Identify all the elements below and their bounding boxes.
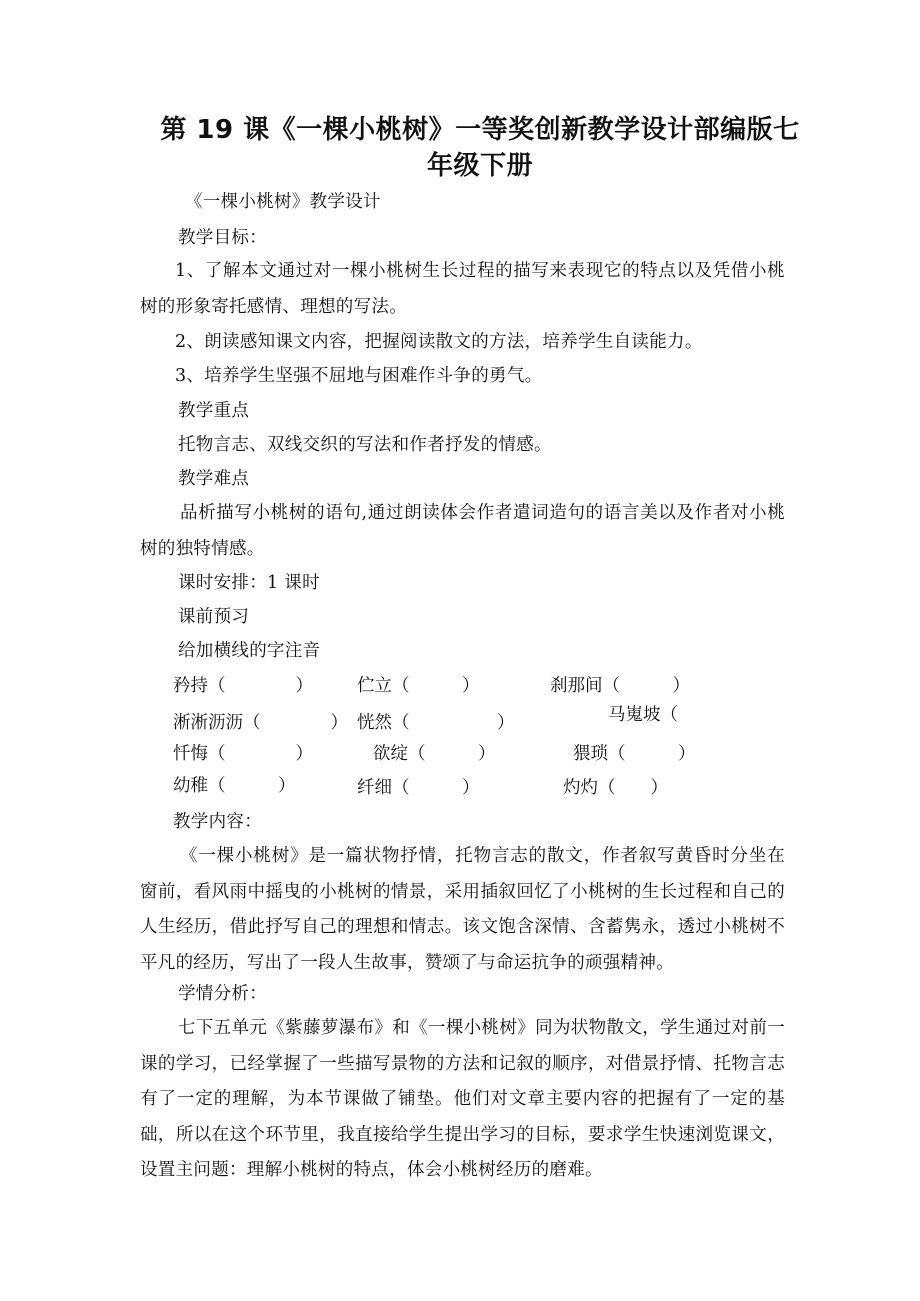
phonetic-task: 给加横线的字注音 (178, 641, 321, 661)
vocab-item: 欲绽（ ） (373, 744, 496, 764)
key-text: 托物言志、双线交织的写法和作者抒发的情感。 (178, 435, 552, 455)
content-text: 《一棵小桃树》是一篇状物抒情，托物言志的散文，作者叙写黄昏时分坐在窗前，看风雨中摇曳的小桃树的情景，采用插叙回忆了小桃树的生长过程和自己的人生经历，借此抒写自己的理想和情志。该文饱含深情、含蓄隽永，透过小桃树不平凡的经历，写出了一段人生故事，赞颂了与命运抗争的顽强精神。 (140, 846, 785, 973)
analysis-text: 七下五单元《紫藤萝瀑布》和《一棵小桃树》同为状物散文，学生通过对前一课的学习，已经掌握了一些描写景物的方法和记叙的顺序，对借景抒情、托物言志有了一定的理解，为本节课做了铺垫。他们对文章主要内容的把握有了一定的基础，所以在这个环节里，我直接给学生提出学习的目标，要求学生快速浏览课文，设置主问题：理解小桃树的特点，体会小桃树经历的磨难。 (140, 1018, 785, 1180)
vocab-item: 猥琐（ ） (573, 744, 696, 764)
key-heading: 教学重点 (178, 401, 250, 421)
objective-3: 3、培养学生坚强不屈地与困难作斗争的勇气。 (175, 366, 543, 386)
vocab-item: 马嵬坡（ (608, 705, 678, 725)
vocab-item: 矜持（ ） (173, 676, 313, 696)
vocab-item: 刹那间（ ） (550, 676, 690, 696)
document-title-line1: 第 19 课《一棵小桃树》一等奖创新教学设计部编版七 (160, 115, 800, 145)
preview-heading: 课前预习 (178, 607, 250, 627)
vocab-item: 纤细（ ） (357, 778, 480, 798)
difficulty-text: 品析描写小桃树的语句,通过朗读体会作者遣词造句的语言美以及作者对小桃树的独特情感。 (140, 503, 785, 559)
vocab-item: 灼灼（ ） (563, 778, 668, 798)
objective-2: 2、朗读感知课文内容，把握阅读散文的方法，培养学生自读能力。 (175, 332, 703, 352)
analysis-heading: 学情分析： (178, 984, 267, 1004)
vocab-item: 恍然（ ） (357, 713, 515, 733)
objective-1: 1、了解本文通过对一棵小桃树生长过程的描写来表现它的特点以及凭借小桃树的形象寄托感情、理想的写法。 (140, 261, 785, 317)
objectives-heading: 教学目标： (178, 228, 267, 248)
content-heading: 教学内容： (173, 812, 262, 832)
vocab-item: 忏悔（ ） (173, 744, 313, 764)
vocab-item: 幼稚（ ） (173, 776, 296, 796)
vocab-item: 淅淅沥沥（ ） (173, 713, 348, 733)
document-title-line2: 年级下册 (426, 151, 533, 181)
subtitle: 《一棵小桃树》教学设计 (185, 192, 381, 212)
schedule: 课时安排：1 课时 (178, 573, 320, 593)
vocab-item: 伫立（ ） (357, 676, 480, 696)
difficulty-heading: 教学难点 (178, 469, 250, 489)
